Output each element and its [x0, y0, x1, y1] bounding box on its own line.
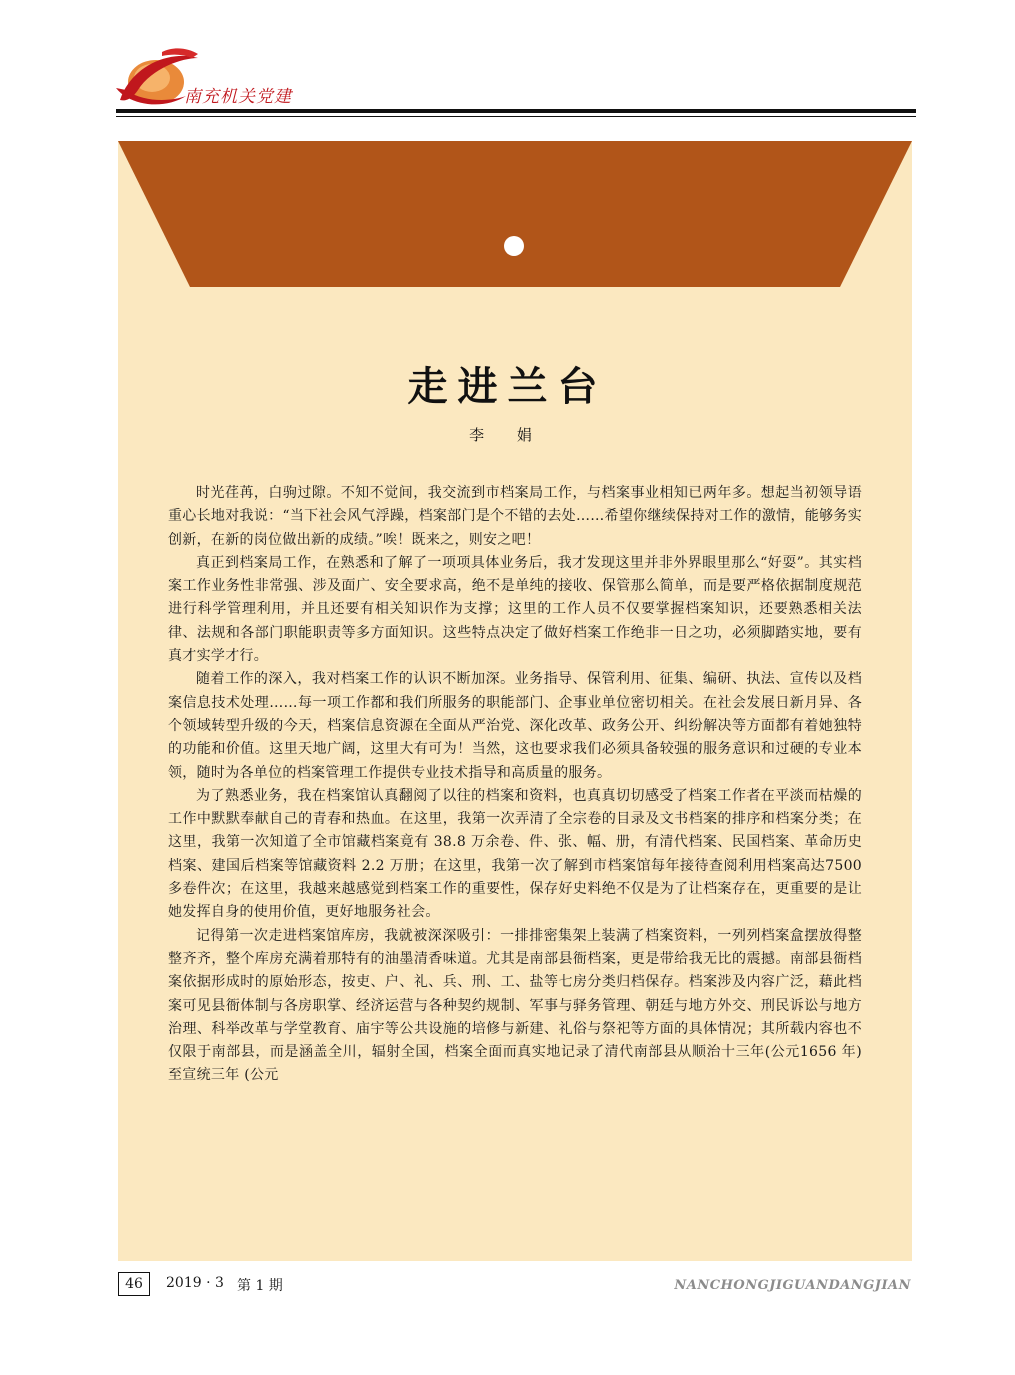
paragraph: 为了熟悉业务，我在档案馆认真翻阅了以往的档案和资料，也真真切切感受了档案工作者在平淡而枯燥的工作中默默奉献自己的青春和热血。在这里，我第一次弄清了全宗卷的目录及文书档案的排序和档案分类；在这里，我第一次知道了全市馆藏档案竟有 38.8 万余卷、件、张、幅、册，有清代档案、民国档案、革命历史档案、建国后档案等馆藏资料 2.2 万册；在这里，我第一次了解到市档案馆每年接待查阅利用档案高达7500 多卷件次；在这里，我越来越感觉到档案工作的重要性，保存好史料绝不仅是为了让档案存在，更重要的是让她发挥自身的使用价值，更好地服务社会。	[168, 787, 862, 921]
envelope-hole-icon	[504, 236, 524, 256]
article-body	[168, 482, 862, 1088]
paragraph: 时光荏苒，白驹过隙。不知不觉间，我交流到市档案局工作，与档案事业相知已两年多。想起当初领导语重心长地对我说：“当下社会风气浮躁，档案部门是个不错的去处……希望你继续保持对工作的激情，能够务实创新，在新的岗位做出新的成绩。”唉！既来之，则安之吧！	[168, 485, 862, 548]
paragraph: 记得第一次走进档案馆库房，我就被深深吸引：一排排密集架上装满了档案资料，一列列档案盒摆放得整整齐齐，整个库房充满着那特有的油墨清香味道。尤其是南部县衙档案，更是带给我无比的震撼。南部县衙档案依据形成时的原始形态，按吏、户、礼、兵、刑、工、盐等七房分类归档保存。档案涉及内容广泛，藉此档案可见县衙体制与各房职掌、经济运营与各种契约规制、军事与驿务管理、朝廷与地方外交、刑民诉讼与地方治理、科举改革与学堂教育、庙宇等公共设施的培修与新建、礼俗与祭祀等方面的具体情况；其所载内容也不仅限于南部县，而是涵盖全川，辐射全国，档案全面而真实地记录了清代南部县从顺治十三年(公元1656 年) 至宣统三年 (公元	[168, 927, 862, 1084]
issue-date: 2019 · 3	[166, 1275, 224, 1291]
paragraph: 随着工作的深入，我对档案工作的认识不断加深。业务指导、保管利用、征集、编研、执法、宣传以及档案信息技术处理……每一项工作都和我们所服务的职能部门、企事业单位密切相关。在社会发展日新月异、各个领域转型升级的今天，档案信息资源在全面从严治党、深化改革、政务公开、纠纷解决等方面都有着她独特的功能和价值。这里天地广阔，这里大有可为！当然，这也要求我们必须具备较强的服务意识和过硬的专业本领，随时为各单位的档案管理工作提供专业技术指导和高质量的服务。	[168, 671, 862, 781]
journal-pinyin: NANCHONGJIGUANDANGJIAN	[674, 1278, 911, 1293]
journal-brand-name: 南充机关党建	[184, 87, 292, 107]
paragraph: 真正到档案局工作，在熟悉和了解了一项项具体业务后，我才发现这里并非外界眼里那么“好耍”。其实档案工作业务性非常强、涉及面广、安全要求高，绝不是单纯的接收、保管那么简单，而是要严格依据制度规范进行科学管理利用，并且还要有相关知识作为支撑；这里的工作人员不仅要掌握档案知识，还要熟悉相关法律、法规和各部门职能职责等多方面知识。这些特点决定了做好档案工作绝非一日之功，必须脚踏实地，要有真才实学才行。	[168, 554, 862, 665]
page-number: 46	[118, 1272, 150, 1296]
article-author: 李 娟	[469, 426, 546, 444]
envelope-flap	[118, 141, 912, 287]
article-title: 走进兰台	[407, 363, 608, 410]
header-rule	[116, 109, 916, 113]
issue-number: 第 1 期	[237, 1278, 283, 1294]
header-rule-thin	[116, 116, 916, 117]
